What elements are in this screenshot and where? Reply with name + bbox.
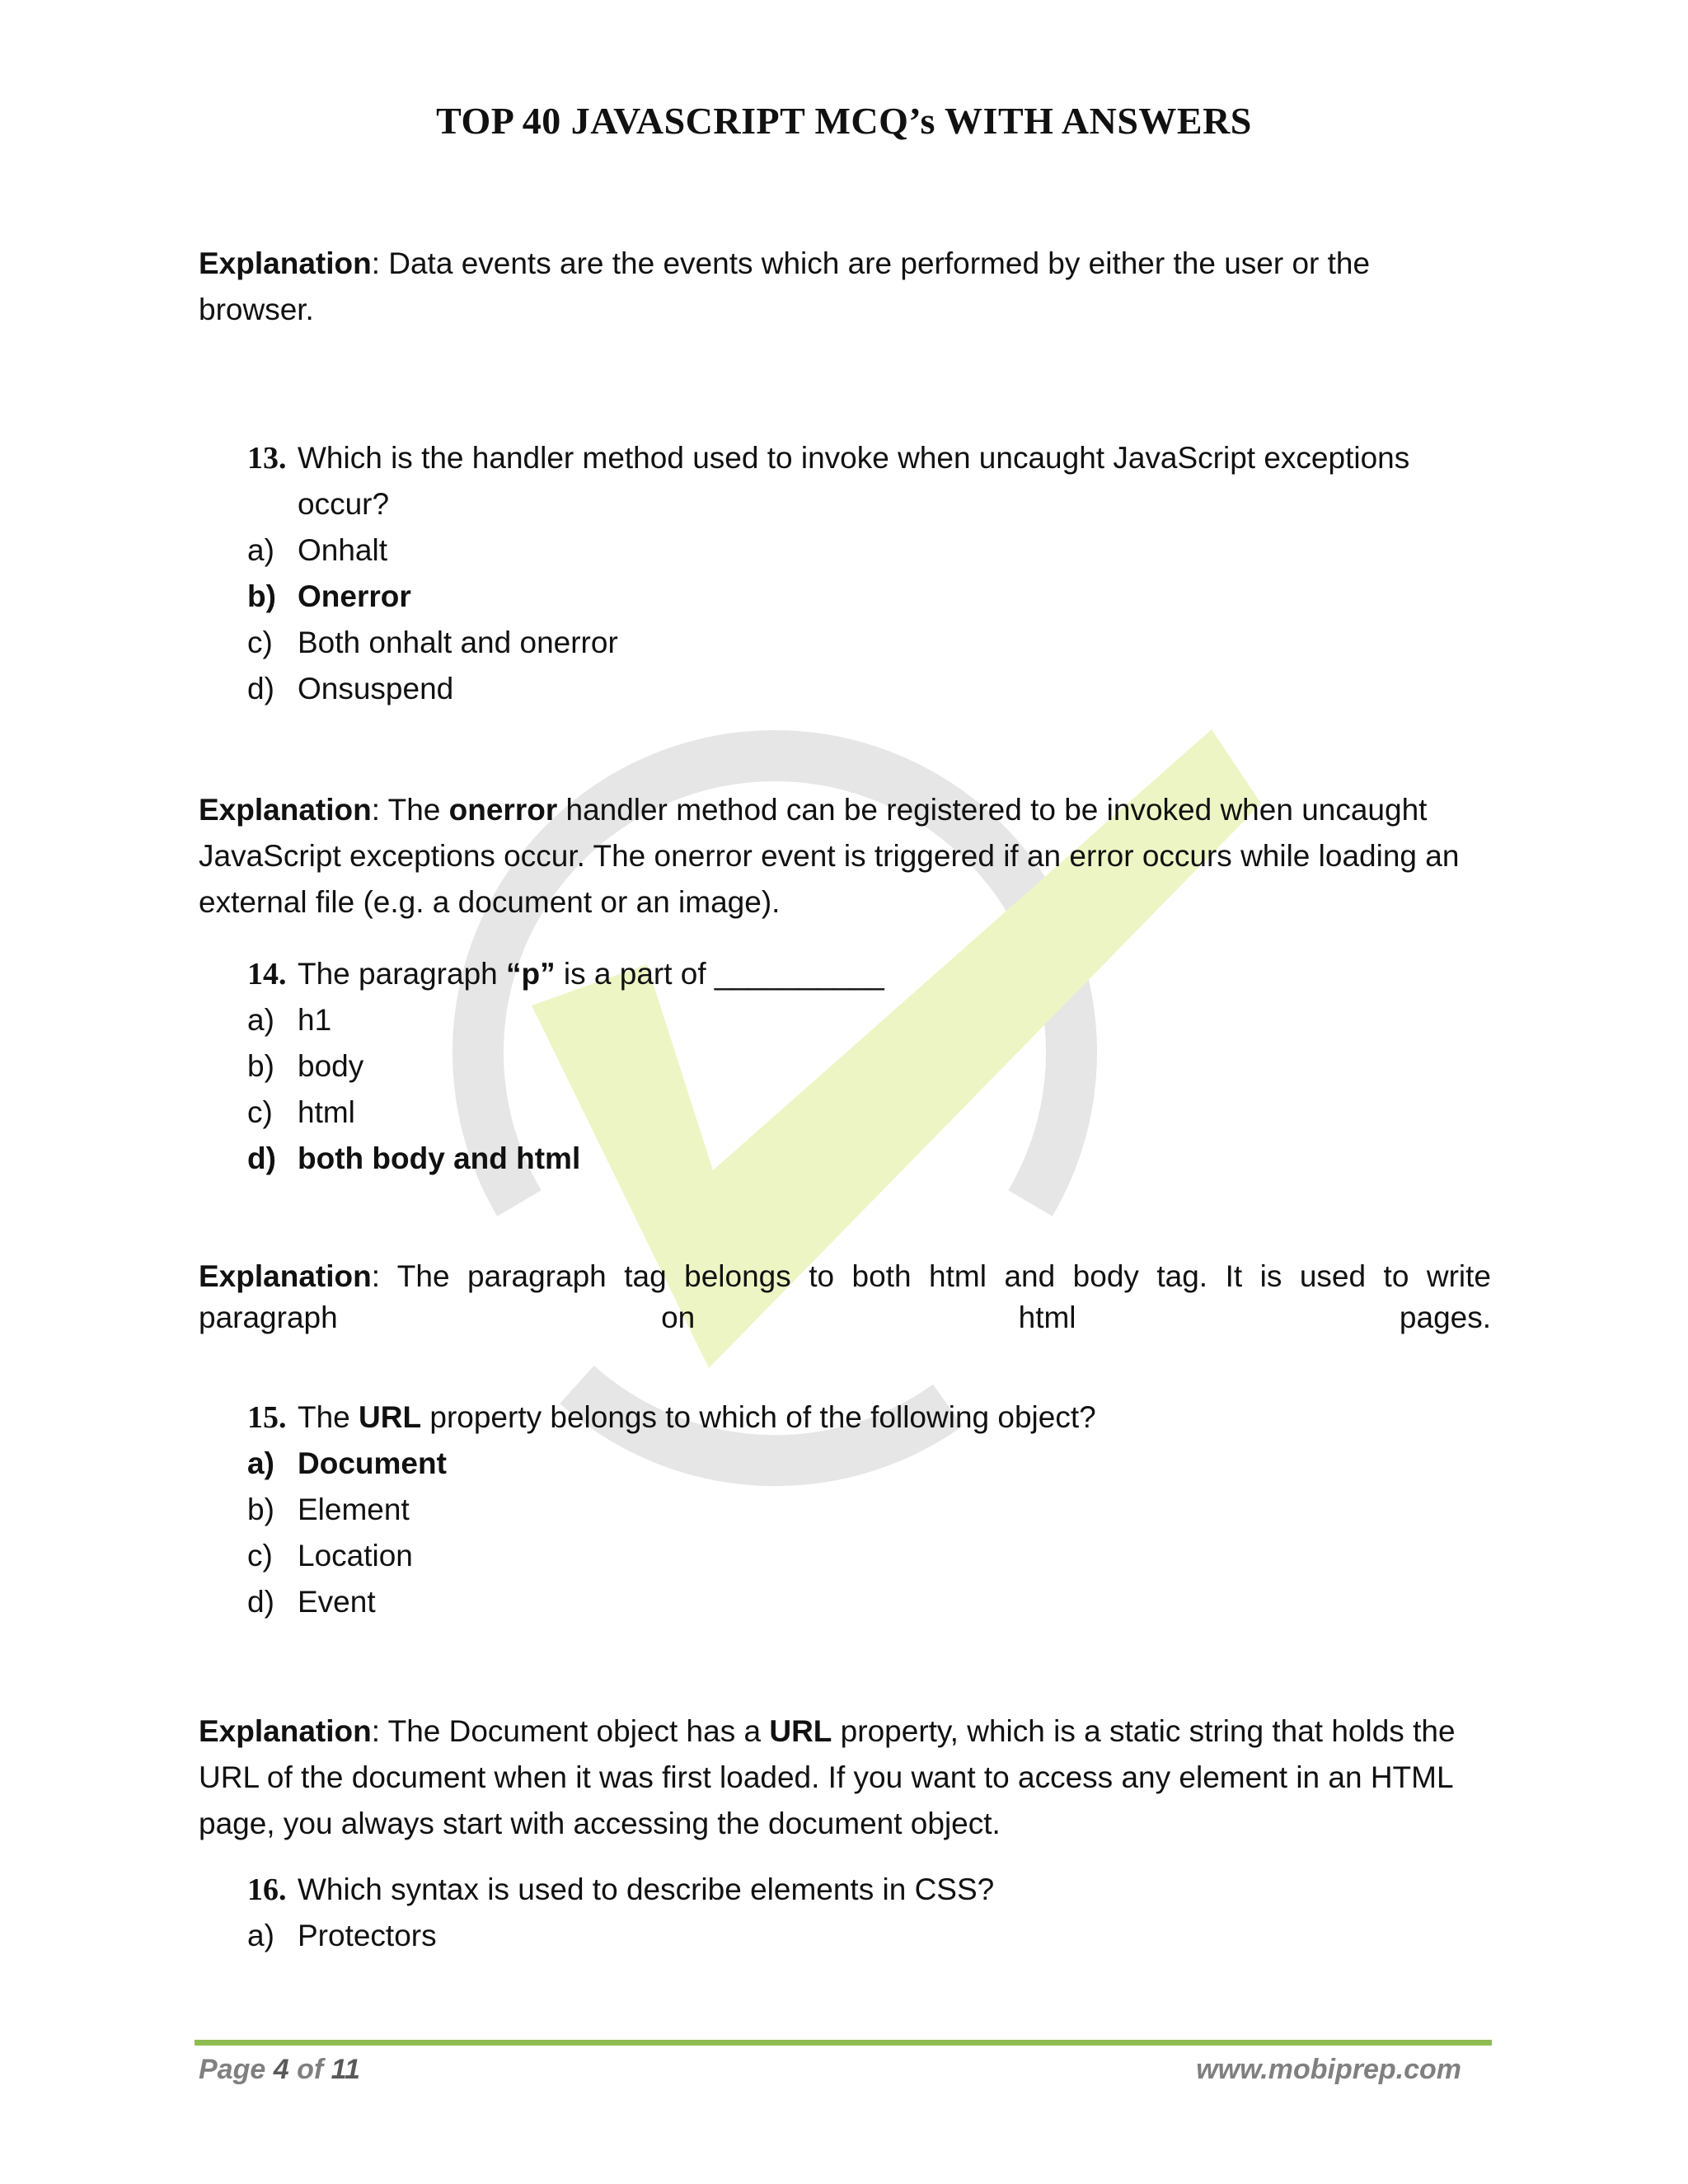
question-text-part: The paragraph <box>298 957 507 991</box>
question-text: Which is the handler method used to invoke when uncaught JavaScript exceptions occur? <box>298 441 1410 521</box>
explanation-label: Explanation <box>199 1714 372 1748</box>
question-keyword: “p” <box>506 957 556 991</box>
current-page: 4 <box>273 2054 289 2085</box>
question-16 <box>247 1867 1484 1913</box>
question-text-part: is a part of __________ <box>555 957 884 991</box>
explanation-text: handler method can be registered to be invoked when uncaught JavaScript exceptions occur. The onerror event is triggered if an error occurs while loading an external file (e.g. a document or an image). <box>199 793 1460 919</box>
option-text: both body and html <box>298 1141 581 1175</box>
question-text-part: The <box>298 1400 359 1434</box>
question-text: Which syntax is used to describe elements in CSS? <box>298 1872 995 1906</box>
question-number: 14. <box>247 957 287 991</box>
explanation-text: : The Document object has a <box>371 1714 770 1748</box>
explanation-q12 <box>199 241 1491 333</box>
explanation-label: Explanation <box>199 246 372 280</box>
option-letter: b) <box>247 1493 274 1526</box>
option-letter: d) <box>247 1585 274 1619</box>
page-title: TOP 40 JAVASCRIPT MCQ’s WITH ANSWERS <box>436 100 1252 142</box>
option-letter: b) <box>247 579 276 613</box>
option-text: h1 <box>298 1003 332 1037</box>
option-text: Document <box>298 1446 447 1480</box>
option-letter: a) <box>247 1003 274 1037</box>
option-letter: d) <box>247 1141 276 1175</box>
explanation-label: Explanation <box>199 1259 372 1293</box>
page-label: Page <box>199 2054 274 2085</box>
question-number: 15. <box>247 1400 287 1435</box>
footer-website: www.mobiprep.com <box>1196 2054 1461 2085</box>
explanation-label: Explanation <box>199 793 372 827</box>
option-text: Element <box>298 1493 410 1526</box>
explanation-keyword: URL <box>769 1714 832 1748</box>
explanation-q14 <box>199 1256 1491 1338</box>
question-text <box>298 1394 1451 1441</box>
option-letter: c) <box>247 1095 273 1129</box>
question-text <box>298 951 1451 997</box>
option-text: Both onhalt and onerror <box>298 626 618 659</box>
option-text: body <box>298 1049 364 1083</box>
option-letter: b) <box>247 1049 274 1083</box>
question-number: 13. <box>247 441 287 476</box>
question-14 <box>247 951 1484 997</box>
question-number: 16. <box>247 1872 287 1907</box>
option-letter: d) <box>247 672 274 705</box>
explanation-text: : The <box>371 793 449 827</box>
page-of-label: of <box>288 2054 331 2085</box>
option-text: Onsuspend <box>298 672 454 705</box>
option-text: Event <box>298 1585 376 1619</box>
option-letter: c) <box>247 1539 273 1572</box>
option-letter: a) <box>247 533 274 567</box>
option-text: html <box>298 1095 355 1129</box>
explanation-keyword: onerror <box>448 793 558 827</box>
explanation-text: : The paragraph tag belongs to both html and body tag. It is used to write paragraph on html pages. <box>199 1259 1491 1334</box>
page-number <box>199 2054 360 2086</box>
total-pages: 11 <box>331 2054 360 2085</box>
explanation-text: property, which is a static string that holds the URL of the document when it was first loaded. If you want to access any element in an HTML page, you always start with accessing the document object. <box>199 1714 1456 1840</box>
option-text: Onerror <box>298 579 411 613</box>
explanation-text: : Data events are the events which are performed by either the user or the browser. <box>199 246 1371 326</box>
question-text-part: property belongs to which of the following object? <box>421 1400 1096 1434</box>
option-text: Protectors <box>298 1919 437 1952</box>
explanation-q15 <box>199 1708 1491 1847</box>
option-letter: c) <box>247 626 273 659</box>
explanation-q13 <box>199 787 1491 926</box>
option-letter: a) <box>247 1919 274 1952</box>
question-13 <box>247 435 1484 521</box>
option-text: Location <box>298 1539 413 1572</box>
question-15 <box>247 1394 1484 1441</box>
footer-divider <box>195 2040 1492 2046</box>
question-keyword: URL <box>359 1400 422 1434</box>
option-letter: a) <box>247 1446 274 1480</box>
option-text: Onhalt <box>298 533 388 567</box>
